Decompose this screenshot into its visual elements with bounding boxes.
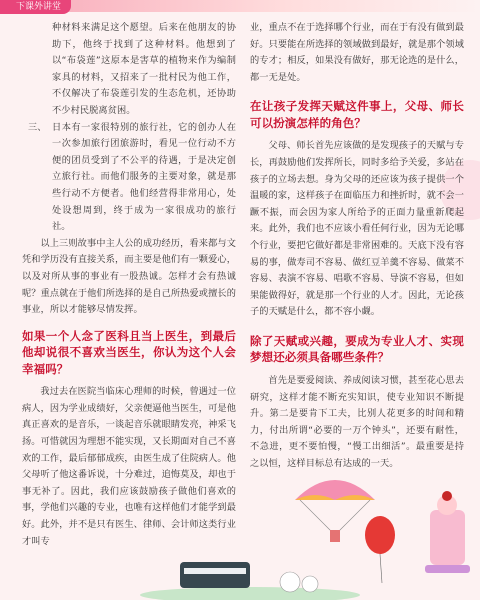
paragraph: 我过去在医院当临床心理师的时候，曾遇过一位病人，因为学业成绩好，父亲便逼他当医生，可是他真正喜欢的是音乐，一谈起音乐就眼睛发亮，神采飞扬。可惜就因为理想不能实现，又长期面对自己不喜欢的工作，最后郁郁成疾，由医生成了住院病人。他父母听了他这番诉说，十分难过，追悔莫及，却也于事无补了。因此，我们应该鼓励孩子做他们喜欢的事，学他们兴趣的专业，也唯有这样他们才能学到最好。此外，并不是只有医生、律师、会计师这类行业才叫专 [22, 386, 236, 547]
paragraph: 父母、师长首先应该做的是发现孩子的天赋与专长，再鼓励他们发挥所长，同时多给予关爱，多站在孩子的立场去想。身为父母的还应该为孩子提供一个温暖的家，这样孩子在面临压力和挫折时，就不会一蹶不振，而会因为家人所给予的正面力量重新爬起来。此外，我们也不应该小看任何行业，因为无论哪个行业，要把它做好都是非常困难的。天底下没有容易的事，做寿司不容易、做红豆羊羹不容易、做菜不容易、表演不容易、唱歌不容易、导演不容易，但如果能做得好，就是那一个行业的人才。因此，无论孩子的天赋是什么，都不容小觑。 [250, 140, 464, 318]
question-heading: 在让孩子发挥天赋这件事上，父母、师长可以扮演怎样的角色？ [250, 99, 464, 130]
section-tag: 下课外讲堂 [0, 0, 71, 14]
paragraph: 首先是要爱阅读、养成阅读习惯，甚至花心思去研究，这样才能不断充实知识，使专业知识不断提升。第二是要肯下工夫，比别人花更多的时间和精力，付出所谓“必要的一万个钟头”，还要有耐性，不急进，更不要怕慢，“慢工出细活”。最重要是持之以恒，这样目标总有达成的一天。 [250, 374, 464, 469]
paragraph: 以上三则故事中主人公的成功经历，看来都与文凭和学历没有直接关系，而主要是他们有一颗爱心，以及对所从事的事业有一股热诚。怎样才会有热诚呢？重点就在于他们所选择的是自己所热爱或擅长的事业，所以才能够尽情发挥。 [22, 237, 236, 316]
balloon-illustration [360, 513, 400, 583]
question-heading: 除了天赋或兴趣，要成为专业人才、实现梦想还必须具备哪些条件？ [250, 333, 464, 365]
list-number: 三、 [28, 121, 47, 133]
dessert-illustration [420, 470, 475, 580]
paragraph: 业，重点不在于选择哪个行业，而在于有没有做到最好。只要能在所选择的领域做到最好，就是那个领域的专才；相反，如果没有做好，那无论选的是什么，都一无是处。 [250, 22, 464, 83]
question-heading: 如果一个人念了医科且当上医生，到最后他却说很不喜欢当医生，你认为这个人会幸福吗？ [22, 328, 236, 376]
piano-sheep-illustration [140, 540, 360, 600]
left-column [22, 20, 236, 550]
right-column [250, 20, 464, 472]
list-item [22, 120, 236, 236]
paragraph: 种材料来满足这个愿望。后来在他朋友的协助下，他终于找到了这种材料。他想到了以“布袋莲”这原本是害草的植物来作为编制家具的材料，又招来了一批村民为他工作，不仅解决了布袋莲引发的生态危机，还协助不少村民脱离贫困。 [52, 22, 236, 116]
header-band [0, 0, 480, 12]
list-text: 日本有一家很特别的旅行社，它的创办人在一次参加旅行团旅游时，看见一位行动不方便的团员受到了不公平的待遇，于是决定创立旅行社。而他们服务的主要对象，就是那些行动不方便者。他们经营得非常用心，处处设想周到，终于成为一家很成功的旅行社。 [52, 121, 236, 233]
